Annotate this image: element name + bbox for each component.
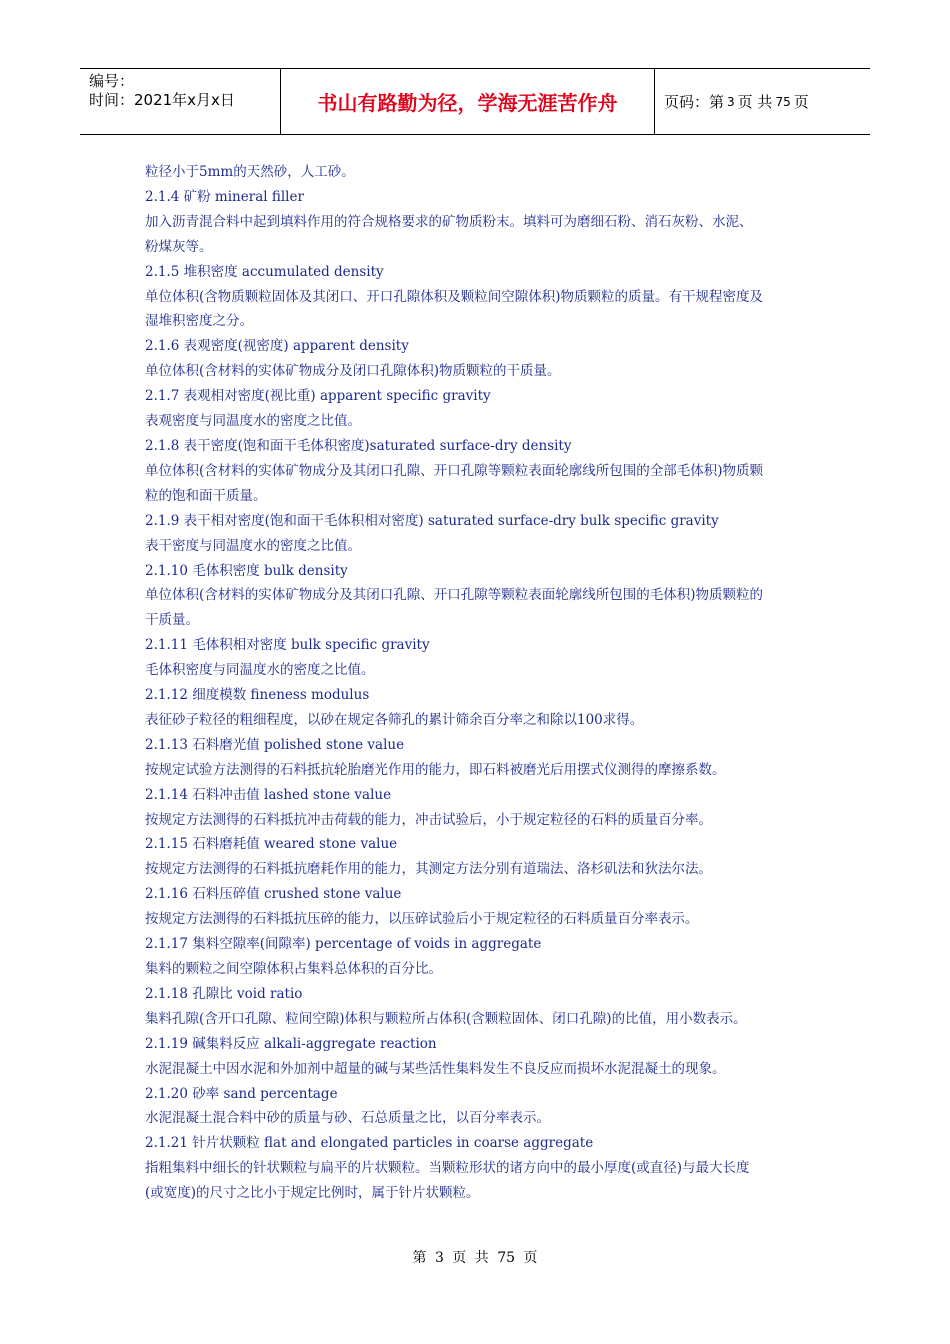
term-heading: 2.1.8 表干密度(饱和面干毛体积密度)saturated surface-dry density (145, 437, 572, 454)
text-line: 湿堆积密度之分。 (145, 313, 253, 330)
term-heading: 2.1.18 孔隙比 void ratio (145, 985, 303, 1002)
text-line: 单位体积(含材料的实体矿物成分及闭口孔隙体积)物质颗粒的干质量。 (145, 363, 561, 380)
page-suffix: 页 (793, 93, 809, 111)
document-body (145, 160, 820, 1206)
text-line: 干质量。 (145, 612, 199, 629)
term-heading: 2.1.10 毛体积密度 bulk density (145, 562, 348, 579)
text-line: 表干密度与同温度水的密度之比值。 (145, 537, 361, 554)
text-line: 粒径小于5mm的天然砂，人工砂。 (145, 164, 355, 180)
text-line: 水泥混凝土混合料中砂的质量与砂、石总质量之比，以百分率表示。 (145, 1110, 550, 1127)
text-line: 水泥混凝土中因水泥和外加剂中超量的碱与某些活性集料发生不良反应而损坏水泥混凝土的现象。 (145, 1060, 726, 1077)
text-line: 粉煤灰等。 (145, 238, 213, 255)
term-heading: 2.1.16 石料压碎值 crushed stone value (145, 886, 402, 903)
page-prefix: 页码：第 (664, 93, 725, 111)
page-footer: 第 3 页 共 75 页 (412, 1250, 538, 1266)
page-header (80, 68, 870, 135)
term-heading: 2.1.9 表干相对密度(饱和面干毛体积相对密度) saturated surface-dry bulk specific gravity (145, 512, 719, 529)
term-heading: 2.1.19 碱集料反应 alkali-aggregate reaction (145, 1035, 437, 1052)
page-total: 75 (775, 94, 791, 109)
text-line: 按规定方法测得的石料抵抗冲击荷载的能力，冲击试验后，小于规定粒径的石料的质量百分率。 (145, 811, 712, 828)
page-mid: 页 共 (737, 93, 773, 111)
term-heading: 2.1.20 砂率 sand percentage (145, 1085, 338, 1102)
text-line: 单位体积(含材料的实体矿物成分及其闭口孔隙、开口孔隙等颗粒表面轮廓线所包围的全部毛体积)物质颗 (145, 462, 764, 479)
serial-label: 编号： (89, 72, 135, 90)
header-meta (80, 69, 281, 134)
header-page-info (655, 69, 870, 134)
term-heading: 2.1.12 细度模数 fineness modulus (145, 687, 370, 704)
text-line: 加入沥青混合料中起到填料作用的符合规格要求的矿物质粉末。填料可为磨细石粉、消石灰粉、水泥、 (145, 213, 753, 230)
text-line: 毛体积密度与同温度水的密度之比值。 (145, 662, 375, 679)
term-heading: 2.1.15 石料磨耗值 weared stone value (145, 836, 398, 853)
term-heading: 2.1.7 表观相对密度(视比重) apparent specific gravity (145, 388, 491, 405)
term-heading: 2.1.11 毛体积相对密度 bulk specific gravity (145, 637, 430, 654)
term-heading: 2.1.4 矿粉 mineral filler (145, 188, 304, 205)
page-current: 3 (727, 94, 735, 109)
header-motto: 书山有路勤为径，学海无涯苦作舟 (317, 91, 618, 115)
text-line: 按规定方法测得的石料抵抗压碎的能力，以压碎试验后小于规定粒径的石料质量百分率表示。 (145, 911, 699, 928)
text-line: 表征砂子粒径的粗细程度，以砂在规定各筛孔的累计筛余百分率之和除以100求得。 (145, 711, 644, 728)
text-line: 指粗集料中细长的针状颗粒与扁平的片状颗粒。当颗粒形状的诸方向中的最小厚度(或直径)与最大长度 (145, 1160, 750, 1177)
term-heading: 2.1.14 石料冲击值 lashed stone value (145, 786, 392, 803)
text-line: (或宽度)的尺寸之比小于规定比例时，属于针片状颗粒。 (145, 1185, 480, 1202)
term-heading: 2.1.5 堆积密度 accumulated density (145, 263, 384, 280)
text-line: 粒的饱和面干质量。 (145, 487, 267, 504)
time-label: 时间：2021年x月x日 (89, 91, 235, 109)
term-heading: 2.1.13 石料磨光值 polished stone value (145, 736, 405, 753)
text-line: 单位体积(含材料的实体矿物成分及其闭口孔隙、开口孔隙等颗粒表面轮廓线所包围的毛体积)物质颗粒的 (145, 587, 764, 604)
text-line: 单位体积(含物质颗粒固体及其闭口、开口孔隙体积及颗粒间空隙体积)物质颗粒的质量。有干规程密度及 (145, 288, 764, 305)
text-line: 按规定试验方法测得的石料抵抗轮胎磨光作用的能力，即石料被磨光后用摆式仪测得的摩擦系数。 (145, 761, 726, 778)
term-heading: 2.1.6 表观密度(视密度) apparent density (145, 338, 409, 355)
text-line: 表观密度与同温度水的密度之比值。 (145, 413, 361, 430)
text-line: 集料孔隙(含开口孔隙、粒间空隙)体积与颗粒所占体积(含颗粒固体、闭口孔隙)的比值，用小数表示。 (145, 1010, 747, 1027)
text-line: 按规定方法测得的石料抵抗磨耗作用的能力，其测定方法分别有道瑞法、洛杉矶法和狄法尔法。 (145, 861, 712, 878)
term-heading: 2.1.17 集料空隙率(间隙率) percentage of voids in aggregate (145, 936, 542, 953)
text-line: 集料的颗粒之间空隙体积占集料总体积的百分比。 (145, 961, 442, 977)
header-motto-cell (281, 69, 655, 134)
term-heading: 2.1.21 针片状颗粒 flat and elongated particles in coarse aggregate (145, 1135, 594, 1152)
